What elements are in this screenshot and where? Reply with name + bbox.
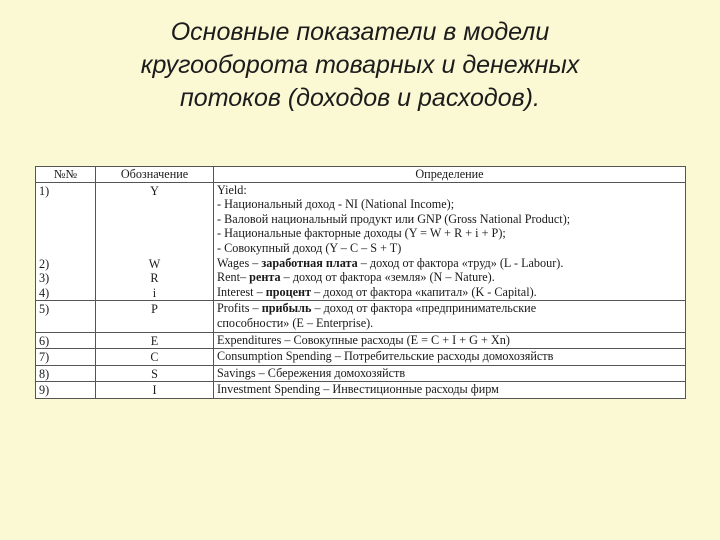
row-symbol-line [99, 242, 210, 257]
header-definition: Определение [214, 167, 686, 183]
row-symbol-line: E [150, 333, 159, 348]
definition-line [217, 256, 682, 271]
table-row [36, 182, 686, 301]
table-row [36, 365, 686, 382]
title-line: Основные показатели в модели [170, 18, 550, 46]
row-number-line: 3) [39, 271, 50, 286]
row-symbol-line: i [152, 285, 157, 300]
definition-line: - Валовой национальный продукт или GNP (Gross National Product); [217, 211, 571, 226]
table-row [36, 382, 686, 399]
row-symbol-line: W [148, 256, 161, 271]
row-definition [214, 182, 686, 301]
row-number-line: 4) [39, 285, 50, 300]
row-number-line [39, 213, 92, 228]
definition-line [217, 301, 682, 316]
row-symbol-line: Y [150, 183, 159, 198]
header-symbol: Обозначение [96, 167, 214, 183]
row-symbol-line: C [150, 350, 159, 365]
table-body [36, 182, 686, 398]
definition-line: - Национальный доход - NI (National Income); [217, 197, 455, 212]
table-row [36, 349, 686, 366]
definition-term: Wages – [217, 255, 262, 270]
row-number-line: 7) [39, 350, 50, 365]
header-number: №№ [36, 167, 96, 183]
row-number-line: 1) [39, 183, 50, 198]
definition-line: - Совокупный доход (Y – C – S + T) [217, 240, 402, 255]
definition-keyword: прибыль [261, 301, 312, 316]
row-symbol-line [99, 198, 210, 213]
row-number-line: 8) [39, 366, 50, 381]
row-definition [214, 301, 686, 332]
row-definition [214, 382, 686, 399]
slide-title [40, 16, 680, 115]
definition-text: – доход от фактора «предпринимательские [311, 301, 537, 316]
table-header-row [36, 167, 686, 183]
definition-line: Consumption Spending – Потребительские расходы домохозяйств [217, 349, 554, 364]
row-number [36, 382, 96, 399]
definition-term: Rent– [217, 270, 250, 285]
definition-line: способности» (E – Enterprise). [217, 315, 374, 330]
table-row [36, 332, 686, 349]
row-number [36, 332, 96, 349]
row-symbol [96, 332, 214, 349]
definition-line: Investment Spending – Инвестиционные расходы фирм [217, 382, 499, 397]
row-definition [214, 332, 686, 349]
title-line: кругооборота товарных и денежных [140, 51, 580, 79]
row-symbol-line [99, 227, 210, 242]
row-symbol-line [99, 317, 210, 332]
title-line: потоков (доходов и расходов). [180, 84, 540, 112]
row-number-line: 6) [39, 333, 50, 348]
row-symbol-line: P [151, 302, 158, 317]
row-definition [214, 365, 686, 382]
row-number-line: 9) [39, 383, 50, 398]
definition-text: – доход от фактора «капитал» (K - Capital). [311, 284, 537, 299]
row-symbol [96, 382, 214, 399]
definition-term: Profits – [217, 301, 262, 316]
definition-line: Savings – Сбережения домохозяйств [217, 365, 406, 380]
row-number-line: 2) [39, 256, 50, 271]
row-symbol-line: R [150, 271, 159, 286]
row-number-line [39, 227, 92, 242]
row-number [36, 182, 96, 301]
row-number [36, 365, 96, 382]
row-number-line [39, 242, 92, 257]
definition-keyword: заработная плата [261, 255, 358, 270]
indicators-table [35, 166, 686, 399]
row-definition [214, 349, 686, 366]
row-symbol [96, 365, 214, 382]
definition-line: Yield: [217, 182, 247, 197]
definition-keyword: рента [249, 270, 281, 285]
indicators-table-container [35, 166, 685, 399]
row-symbol-line: I [152, 383, 157, 398]
definition-text: – доход от фактора «труд» (L - Labour). [357, 255, 564, 270]
table-row [36, 301, 686, 332]
row-symbol [96, 182, 214, 301]
definition-line [217, 285, 682, 300]
row-number [36, 349, 96, 366]
definition-line: - Национальные факторные доходы (Y = W + R + i + P); [217, 226, 506, 241]
definition-term: Interest – [217, 284, 266, 299]
row-number-line [39, 198, 92, 213]
row-number [36, 301, 96, 332]
row-symbol-line: S [151, 366, 158, 381]
definition-line: Expenditures – Совокупные расходы (E = C + I + G + Xn) [217, 332, 510, 347]
row-symbol [96, 349, 214, 366]
row-symbol [96, 301, 214, 332]
definition-text: – доход от фактора «земля» (N – Nature). [280, 270, 495, 285]
row-number-line [39, 317, 92, 332]
definition-keyword: процент [265, 284, 312, 299]
definition-line [217, 270, 682, 285]
row-number-line: 5) [39, 302, 50, 317]
row-symbol-line [99, 213, 210, 228]
